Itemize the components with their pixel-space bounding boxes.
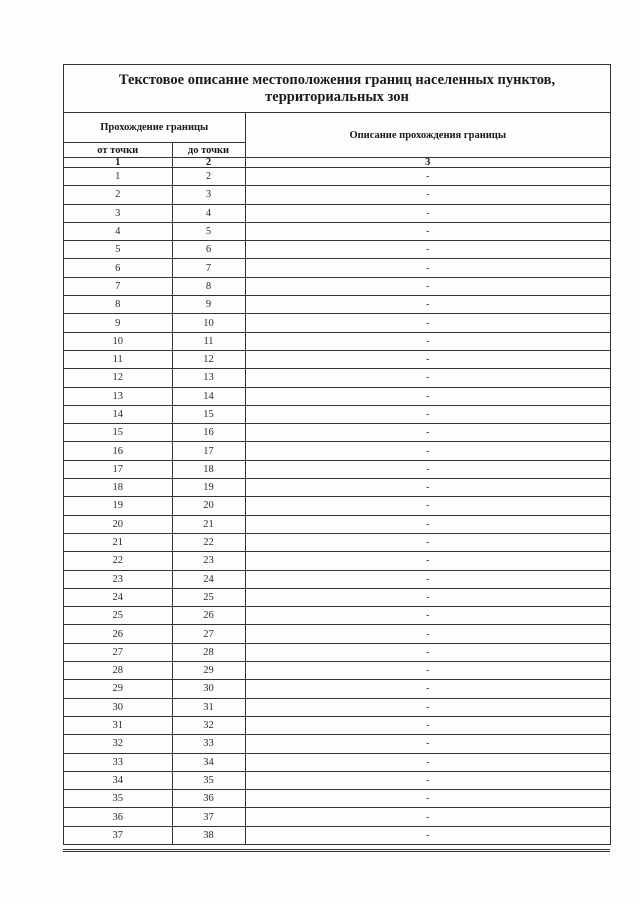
table-row xyxy=(64,552,610,570)
table-row xyxy=(64,533,610,551)
table-row xyxy=(64,698,610,716)
cell-to-point: 14 xyxy=(172,387,245,405)
cell-to-point: 16 xyxy=(172,424,245,442)
cell-description: - xyxy=(245,442,610,460)
cell-description: - xyxy=(245,826,610,844)
cell-to-point: 32 xyxy=(172,716,245,734)
cell-from-point: 20 xyxy=(64,515,172,533)
cell-description: - xyxy=(245,479,610,497)
table-row xyxy=(64,350,610,368)
table-row xyxy=(64,168,610,186)
cell-from-point: 21 xyxy=(64,533,172,551)
cell-description: - xyxy=(245,204,610,222)
cell-to-point: 26 xyxy=(172,607,245,625)
cell-from-point: 28 xyxy=(64,662,172,680)
title-line-1: Текстовое описание местоположения границ населенных пунктов, xyxy=(118,72,556,88)
cell-from-point: 22 xyxy=(64,552,172,570)
table-row xyxy=(64,460,610,478)
cell-to-point: 4 xyxy=(172,204,245,222)
cell-description: - xyxy=(245,314,610,332)
cell-description: - xyxy=(245,241,610,259)
table-row xyxy=(64,424,610,442)
cell-description: - xyxy=(245,186,610,204)
header-col-number-3: 3 xyxy=(245,158,610,168)
cell-from-point: 1 xyxy=(64,168,172,186)
cell-from-point: 4 xyxy=(64,222,172,240)
cell-to-point: 25 xyxy=(172,588,245,606)
cell-description: - xyxy=(245,570,610,588)
cell-description: - xyxy=(245,533,610,551)
cell-to-point: 38 xyxy=(172,826,245,844)
cell-to-point: 20 xyxy=(172,497,245,515)
cell-to-point: 7 xyxy=(172,259,245,277)
table-row xyxy=(64,680,610,698)
cell-description: - xyxy=(245,424,610,442)
cell-to-point: 12 xyxy=(172,350,245,368)
cell-from-point: 31 xyxy=(64,716,172,734)
boundary-table-frame xyxy=(63,64,611,845)
cell-from-point: 27 xyxy=(64,643,172,661)
cell-from-point: 8 xyxy=(64,296,172,314)
cell-from-point: 6 xyxy=(64,259,172,277)
cell-from-point: 12 xyxy=(64,369,172,387)
cell-to-point: 24 xyxy=(172,570,245,588)
table-row xyxy=(64,735,610,753)
cell-from-point: 26 xyxy=(64,625,172,643)
cell-from-point: 37 xyxy=(64,826,172,844)
table-row xyxy=(64,314,610,332)
cell-from-point: 3 xyxy=(64,204,172,222)
table-row xyxy=(64,479,610,497)
table-row xyxy=(64,790,610,808)
cell-from-point: 33 xyxy=(64,753,172,771)
cell-to-point: 18 xyxy=(172,460,245,478)
cell-to-point: 36 xyxy=(172,790,245,808)
cell-to-point: 34 xyxy=(172,753,245,771)
cell-from-point: 14 xyxy=(64,405,172,423)
cell-description: - xyxy=(245,735,610,753)
header-col-number-1: 1 xyxy=(64,158,172,168)
cell-to-point: 28 xyxy=(172,643,245,661)
cell-from-point: 9 xyxy=(64,314,172,332)
table-row xyxy=(64,497,610,515)
cell-description: - xyxy=(245,277,610,295)
cell-to-point: 22 xyxy=(172,533,245,551)
cell-description: - xyxy=(245,588,610,606)
cell-description: - xyxy=(245,405,610,423)
table-row xyxy=(64,716,610,734)
table-row xyxy=(64,826,610,844)
table-row xyxy=(64,186,610,204)
cell-to-point: 29 xyxy=(172,662,245,680)
table-row xyxy=(64,241,610,259)
table-row xyxy=(64,442,610,460)
cell-to-point: 17 xyxy=(172,442,245,460)
cell-from-point: 34 xyxy=(64,771,172,789)
cell-description: - xyxy=(245,515,610,533)
cell-to-point: 11 xyxy=(172,332,245,350)
header-to-point: до точки xyxy=(172,143,245,158)
cell-description: - xyxy=(245,259,610,277)
cell-to-point: 2 xyxy=(172,168,245,186)
cell-from-point: 15 xyxy=(64,424,172,442)
cell-from-point: 2 xyxy=(64,186,172,204)
cell-description: - xyxy=(245,662,610,680)
cell-to-point: 19 xyxy=(172,479,245,497)
cell-to-point: 33 xyxy=(172,735,245,753)
cell-to-point: 5 xyxy=(172,222,245,240)
cell-description: - xyxy=(245,332,610,350)
cell-to-point: 23 xyxy=(172,552,245,570)
header-from-point: от точки xyxy=(64,143,172,158)
cell-to-point: 35 xyxy=(172,771,245,789)
table-row xyxy=(64,625,610,643)
cell-to-point: 3 xyxy=(172,186,245,204)
cell-to-point: 37 xyxy=(172,808,245,826)
cell-from-point: 7 xyxy=(64,277,172,295)
cell-from-point: 24 xyxy=(64,588,172,606)
cell-from-point: 19 xyxy=(64,497,172,515)
cell-to-point: 27 xyxy=(172,625,245,643)
table-row xyxy=(64,570,610,588)
table-row xyxy=(64,588,610,606)
cell-description: - xyxy=(245,222,610,240)
cell-from-point: 16 xyxy=(64,442,172,460)
cell-description: - xyxy=(245,716,610,734)
cell-description: - xyxy=(245,808,610,826)
cell-from-point: 35 xyxy=(64,790,172,808)
table-row xyxy=(64,607,610,625)
table-row xyxy=(64,387,610,405)
cell-to-point: 31 xyxy=(172,698,245,716)
table-row xyxy=(64,259,610,277)
cell-description: - xyxy=(245,296,610,314)
table-row xyxy=(64,277,610,295)
table-row xyxy=(64,515,610,533)
cell-from-point: 10 xyxy=(64,332,172,350)
cell-from-point: 11 xyxy=(64,350,172,368)
table-body xyxy=(64,168,610,845)
cell-to-point: 10 xyxy=(172,314,245,332)
cell-description: - xyxy=(245,168,610,186)
table-row xyxy=(64,332,610,350)
cell-from-point: 29 xyxy=(64,680,172,698)
table-row xyxy=(64,369,610,387)
header-description: Описание прохождения границы xyxy=(245,113,610,158)
cell-description: - xyxy=(245,460,610,478)
table-row xyxy=(64,771,610,789)
table-row xyxy=(64,808,610,826)
cell-description: - xyxy=(245,753,610,771)
table-row xyxy=(64,222,610,240)
document-title xyxy=(64,65,610,113)
cell-from-point: 17 xyxy=(64,460,172,478)
cell-description: - xyxy=(245,369,610,387)
cell-from-point: 32 xyxy=(64,735,172,753)
table-row xyxy=(64,204,610,222)
cell-description: - xyxy=(245,771,610,789)
bottom-double-rule xyxy=(63,849,610,852)
table-row xyxy=(64,753,610,771)
cell-description: - xyxy=(245,607,610,625)
cell-description: - xyxy=(245,350,610,368)
cell-from-point: 13 xyxy=(64,387,172,405)
cell-description: - xyxy=(245,790,610,808)
cell-from-point: 5 xyxy=(64,241,172,259)
header-col-number-2: 2 xyxy=(172,158,245,168)
cell-to-point: 13 xyxy=(172,369,245,387)
table-row xyxy=(64,405,610,423)
cell-description: - xyxy=(245,698,610,716)
cell-to-point: 15 xyxy=(172,405,245,423)
cell-from-point: 30 xyxy=(64,698,172,716)
table-row xyxy=(64,643,610,661)
cell-description: - xyxy=(245,680,610,698)
table-row xyxy=(64,296,610,314)
cell-description: - xyxy=(245,387,610,405)
cell-from-point: 18 xyxy=(64,479,172,497)
cell-description: - xyxy=(245,552,610,570)
cell-to-point: 21 xyxy=(172,515,245,533)
cell-to-point: 8 xyxy=(172,277,245,295)
cell-to-point: 30 xyxy=(172,680,245,698)
cell-description: - xyxy=(245,625,610,643)
cell-from-point: 23 xyxy=(64,570,172,588)
cell-description: - xyxy=(245,643,610,661)
cell-description: - xyxy=(245,497,610,515)
cell-to-point: 6 xyxy=(172,241,245,259)
boundary-table xyxy=(64,113,610,845)
cell-from-point: 25 xyxy=(64,607,172,625)
cell-from-point: 36 xyxy=(64,808,172,826)
header-boundary-passage: Прохождение границы xyxy=(64,113,245,143)
cell-to-point: 9 xyxy=(172,296,245,314)
title-line-2: территориальных зон xyxy=(265,89,409,105)
table-row xyxy=(64,662,610,680)
